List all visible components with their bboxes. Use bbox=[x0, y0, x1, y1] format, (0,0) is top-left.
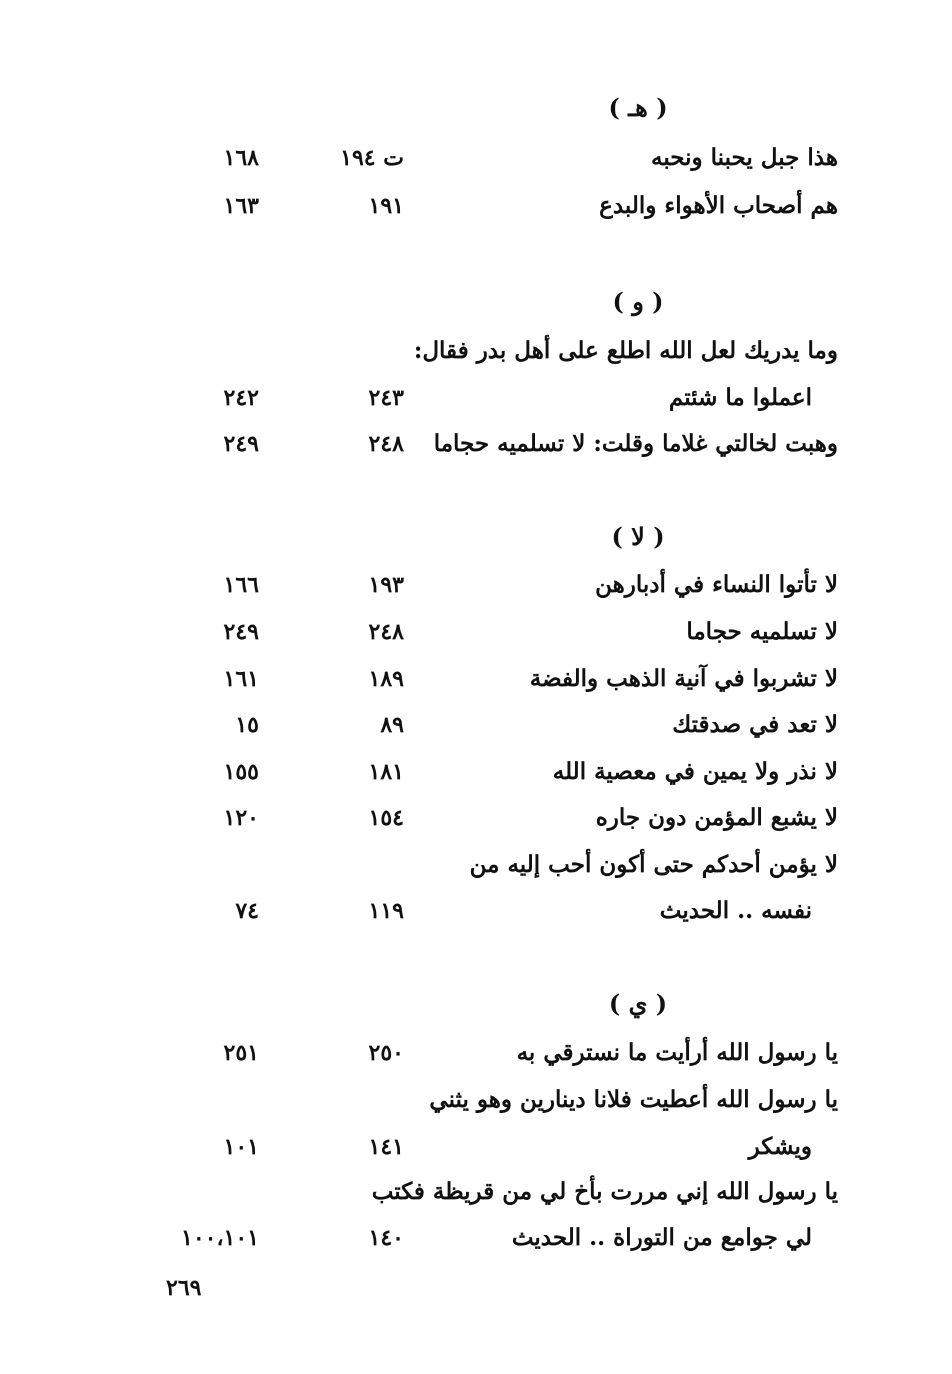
entry-text: لا يشبع المؤمن دون جاره bbox=[595, 804, 838, 831]
entry-text: يا رسول الله إني مررت بأخ لي من قريظة فكتب bbox=[371, 1178, 838, 1205]
index-entry bbox=[0, 1036, 952, 1070]
index-entry bbox=[0, 662, 952, 696]
entry-text: لا تأتوا النساء في أدبارهن bbox=[595, 571, 838, 598]
entry-ref-1: ٨٩ bbox=[380, 712, 404, 738]
entry-text: يا رسول الله أعطيت فلانا دينارين وهو يثني bbox=[429, 1086, 838, 1113]
entry-text: لا تشربوا في آنية الذهب والفضة bbox=[529, 665, 838, 692]
entry-ref-1: ١٩٣ bbox=[368, 572, 404, 598]
index-entry bbox=[0, 1083, 952, 1117]
index-entry bbox=[0, 1175, 952, 1209]
entry-ref-2: ١٦٣ bbox=[223, 193, 259, 219]
entry-ref-2: ١٢٠ bbox=[223, 805, 259, 831]
entry-text: لا تعد في صدقتك bbox=[672, 711, 838, 738]
index-entry bbox=[0, 615, 952, 649]
index-entry bbox=[0, 708, 952, 742]
index-entry bbox=[0, 801, 952, 835]
index-entry bbox=[0, 141, 952, 175]
entry-ref-1: ١٩١ bbox=[368, 193, 404, 219]
page-number: ٢٦٩ bbox=[166, 1275, 202, 1301]
entry-ref-1: ١٨٩ bbox=[368, 666, 404, 692]
index-entry bbox=[0, 568, 952, 602]
entry-ref-2: ٢٥١ bbox=[223, 1040, 259, 1066]
entry-ref-2: ١٥٥ bbox=[223, 759, 259, 785]
entry-ref-2: ١٠٠،١٠١ bbox=[181, 1225, 259, 1251]
entry-text: ويشكر bbox=[748, 1133, 812, 1160]
entry-ref-2: ١٦٨ bbox=[223, 145, 259, 171]
entry-ref-1: ٢٤٨ bbox=[368, 619, 404, 645]
section-header-ya: ( ي ) bbox=[608, 989, 668, 1018]
index-entry bbox=[0, 381, 952, 415]
entry-text: وما يدريك لعل الله اطلع على أهل بدر فقال: bbox=[413, 337, 838, 364]
entry-ref-2: ٢٤٢ bbox=[223, 385, 259, 411]
index-entry bbox=[0, 894, 952, 928]
index-entry bbox=[0, 189, 952, 223]
index-entry bbox=[0, 427, 952, 461]
entry-ref-1: ١٨١ bbox=[368, 759, 404, 785]
entry-ref-1: ١٤١ bbox=[368, 1134, 404, 1160]
entry-text: هم أصحاب الأهواء والبدع bbox=[599, 192, 838, 219]
entry-ref-2: ١٠١ bbox=[223, 1134, 259, 1160]
entry-text: يا رسول الله أرأيت ما نسترقي به bbox=[516, 1039, 838, 1066]
entry-ref-2: ٢٤٩ bbox=[223, 431, 259, 457]
entry-ref-1: ١٥٤ bbox=[368, 805, 404, 831]
entry-ref-1: ت ١٩٤ bbox=[340, 145, 404, 171]
entry-text: وهبت لخالتي غلاما وقلت: لا تسلميه حجاما bbox=[433, 430, 838, 457]
section-header-waw: ( و ) bbox=[612, 287, 664, 316]
entry-ref-1: ١١٩ bbox=[368, 898, 404, 924]
entry-ref-2: ٧٤ bbox=[235, 898, 259, 924]
entry-ref-1: ١٤٠ bbox=[368, 1225, 404, 1251]
entry-text: لا يؤمن أحدكم حتى أكون أحب إليه من bbox=[469, 851, 838, 878]
index-entry bbox=[0, 755, 952, 789]
entry-ref-1: ٢٤٣ bbox=[368, 385, 404, 411]
entry-text: نفسه .. الحديث bbox=[659, 897, 812, 924]
entry-ref-2: ١٦٦ bbox=[223, 572, 259, 598]
entry-text: هذا جبل يحبنا ونحبه bbox=[651, 144, 838, 171]
index-entry bbox=[0, 1130, 952, 1164]
entry-text: لا نذر ولا يمين في معصية الله bbox=[552, 758, 838, 785]
section-header-ha: ( هـ ) bbox=[608, 93, 668, 122]
index-entry bbox=[0, 848, 952, 882]
entry-text: لي جوامع من التوراة .. الحديث bbox=[511, 1224, 812, 1251]
entry-ref-2: ١٥ bbox=[235, 712, 259, 738]
index-entry bbox=[0, 334, 952, 368]
entry-ref-2: ٢٤٩ bbox=[223, 619, 259, 645]
section-header-la: ( لا ) bbox=[611, 522, 665, 551]
entry-ref-2: ١٦١ bbox=[223, 666, 259, 692]
entry-text: اعملوا ما شئتم bbox=[668, 384, 812, 411]
entry-ref-1: ٢٥٠ bbox=[368, 1040, 404, 1066]
entry-text: لا تسلميه حجاما bbox=[686, 618, 838, 645]
entry-ref-1: ٢٤٨ bbox=[368, 431, 404, 457]
index-entry bbox=[0, 1221, 952, 1255]
